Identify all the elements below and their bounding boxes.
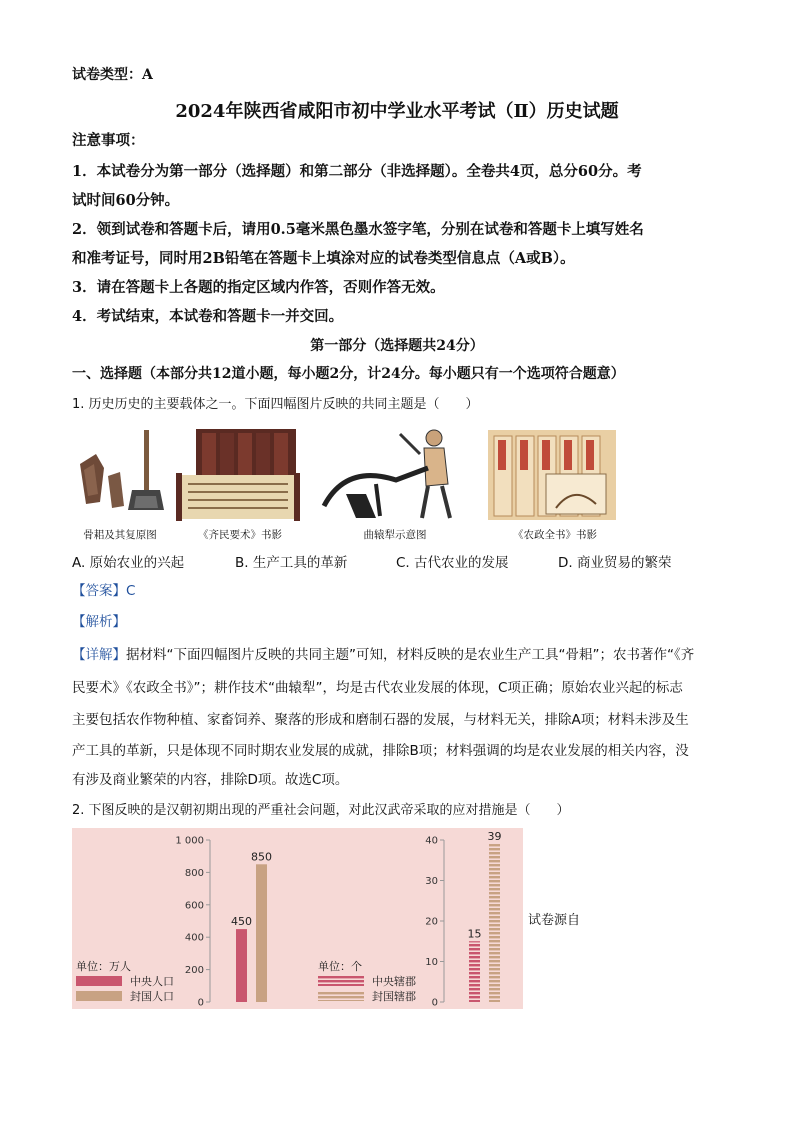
- legend-swatch: [318, 976, 364, 986]
- legend-swatch: [76, 976, 122, 986]
- notice-heading: 注意事项：: [72, 132, 145, 149]
- qimin-yaoshu-image: [176, 425, 306, 525]
- q2-side-note: 试卷源自: [528, 913, 581, 928]
- notice-line: 2．领到试卷和答题卡后，请用0.5毫米黑色墨水签字笔，分别在试卷和答题卡上填写姓名: [72, 221, 644, 238]
- paper-type: 试卷类型：A: [72, 67, 153, 83]
- caption-qimin-yaoshu: 《齐民要术》书影: [198, 529, 282, 541]
- legend-swatch: [76, 991, 122, 1001]
- legend-label: 封国辖郡: [372, 990, 416, 1003]
- q1-stem: 1. 历史历史的主要载体之一。下面四幅图片反映的共同主题是（ ）: [72, 397, 479, 412]
- y-tick-label: 400: [184, 932, 204, 944]
- q1-detail-line: 有涉及商业繁荣的内容，排除D项。故选C项。: [72, 772, 349, 788]
- legend-label: 中央辖郡: [372, 975, 416, 988]
- bar-data-label: 15: [467, 927, 482, 941]
- caption-bone-spade: 骨耜及其复原图: [83, 529, 157, 541]
- curved-plow-image: [316, 424, 478, 524]
- y-tick-label: 20: [425, 916, 438, 928]
- q1-option-c: C. 古代农业的发展: [396, 555, 509, 571]
- notice-line: 和准考证号，同时用2B铅笔在答题卡上填涂对应的试卷类型信息点（A或B）。: [72, 250, 575, 267]
- chart-unit: 单位：个: [318, 960, 362, 973]
- q1-detail-line: [72, 644, 694, 666]
- bar-封国人口: [256, 864, 267, 1002]
- q1-detail-text: 据材料“下面四幅图片反映的共同主题”可知，材料反映的是农业生产工具“骨耜”；农书著作“《齐: [126, 647, 695, 663]
- caption-curved-plow: 曲辕犁示意图: [363, 529, 427, 541]
- bone-spade-image: [74, 424, 166, 524]
- bar-中央辖郡: [469, 941, 480, 1002]
- q1-answer: 【答案】C: [72, 583, 136, 599]
- notice-line: 试时间60分钟。: [72, 192, 180, 209]
- notice-line: 4．考试结束，本试卷和答题卡一并交回。: [72, 308, 344, 325]
- q2-chart: [72, 828, 523, 1009]
- y-tick-label: 0: [197, 997, 204, 1009]
- q1-detail-label: 【详解】: [72, 647, 126, 663]
- q1-option-a: A. 原始农业的兴起: [72, 555, 185, 571]
- y-tick-label: 600: [184, 900, 204, 912]
- bar-data-label: 39: [487, 830, 502, 844]
- bar-封国辖郡: [489, 844, 500, 1002]
- page-title: 2024年陕西省咸阳市初中学业水平考试（Ⅱ）历史试题: [175, 101, 619, 122]
- legend-label: 封国人口: [130, 990, 174, 1003]
- part1-heading: 第一部分（选择题共24分）: [310, 338, 484, 354]
- q2-chart-panel: [72, 828, 523, 1009]
- q2-stem: 2. 下图反映的是汉朝初期出现的严重社会问题，对此汉武帝采取的应对措施是（ ）: [72, 803, 570, 818]
- legend-swatch: [318, 991, 364, 1001]
- chart-unit: 单位：万人: [76, 960, 131, 973]
- bar-data-label: 850: [251, 850, 272, 864]
- section-heading: 一、选择题（本部分共12道小题，每小题2分，计24分。每小题只有一个选项符合题意）: [72, 366, 625, 382]
- y-tick-label: 800: [184, 867, 204, 879]
- y-tick-label: 0: [431, 997, 438, 1009]
- q1-analysis-label: 【解析】: [72, 614, 126, 630]
- q1-option-d: D. 商业贸易的繁荣: [558, 555, 672, 571]
- nongzheng-quanshu-image: [486, 424, 618, 524]
- q1-detail-line: 产工具的革新，只是体现不同时期农业发展的成就，排除B项；材料强调的均是农业发展的相关内容，没: [72, 743, 689, 759]
- y-tick-label: 10: [425, 957, 438, 968]
- bar-data-label: 450: [231, 915, 252, 929]
- q1-detail-line: 主要包括农作物种植、家畜饲养、聚落的形成和磨制石器的发展，与材料无关，排除A项；材料未涉及生: [72, 712, 689, 728]
- y-tick-label: 200: [184, 965, 204, 977]
- legend-label: 中央人口: [130, 975, 174, 988]
- q1-detail-line: 民要术》《农政全书》”；耕作技术“曲辕犁”，均是古代农业发展的体现，C项正确；原始农业兴起的标志: [72, 680, 683, 696]
- bar-中央人口: [236, 929, 247, 1002]
- caption-nongzheng-quanshu: 《农政全书》书影: [513, 529, 597, 541]
- q1-option-b: B. 生产工具的革新: [235, 555, 348, 571]
- y-tick-label: 30: [425, 876, 438, 887]
- notice-line: 3．请在答题卡上各题的指定区域内作答，否则作答无效。: [72, 279, 445, 296]
- y-tick-label: 1 000: [175, 835, 204, 847]
- y-tick-label: 40: [425, 835, 438, 847]
- notice-line: 1．本试卷分为第一部分（选择题）和第二部分（非选择题）。全卷共4页，总分60分。考: [72, 163, 642, 180]
